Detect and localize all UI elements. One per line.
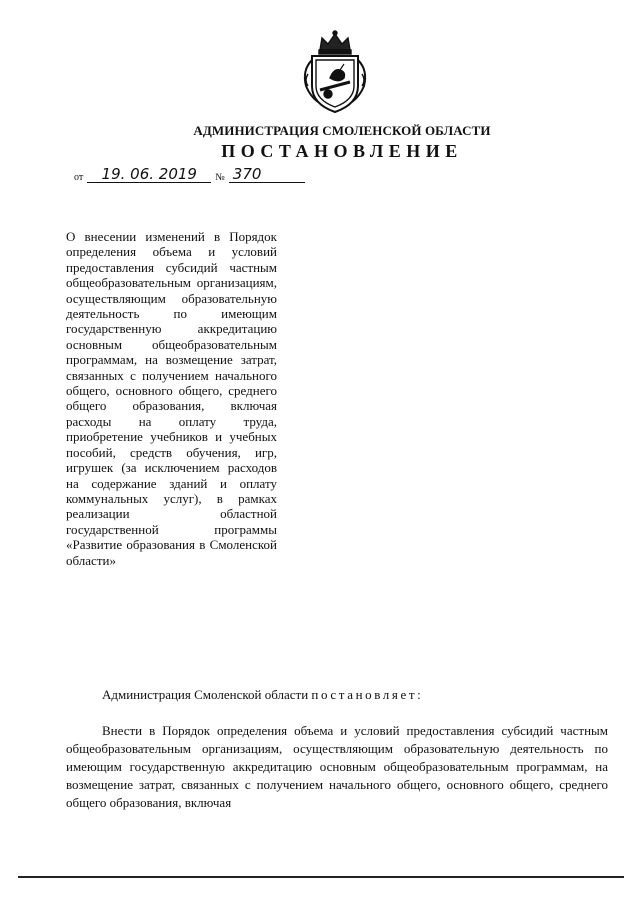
date-number-line: [74, 166, 309, 183]
coat-of-arms-icon: [300, 30, 370, 116]
document-date: 19. 06. 2019: [87, 166, 211, 183]
organization-name: АДМИНИСТРАЦИЯ СМОЛЕНСКОЙ ОБЛАСТИ: [193, 123, 491, 138]
document-type: ПОСТАНОВЛЕНИЕ: [221, 141, 463, 161]
body-paragraph: Внести в Порядок определения объема и условий предоставления субсидий частным общеобразовательным организациям, осуществляющим образовательную деятельность по имеющим государственную аккредитацию основным общеобразовательным программам, на возмещение затрат, связанных с получением начального общего, основного общего, среднего общего образования, включая: [66, 723, 608, 810]
decree-verb: постановляет:: [311, 687, 424, 702]
number-label: №: [215, 172, 225, 183]
decree-subject: Администрация Смоленской области: [102, 687, 309, 702]
date-label: от: [74, 172, 84, 183]
document-subject: О внесении изменений в Порядок определения объема и условий предоставления субсидий частным общеобразовательным организациям, осуществляющим образовательную деятельность по имеющим государственную аккредитацию основным общеобразовательным программам, на возмещение затрат, связанных с получением начального общего, основного общего, среднего общего образования, включая расходы на оплату труда, приобретение учебников и учебных пособий, средств обучения, игр, игрушек (за исключением расходов на содержание зданий и оплату коммунальных услуг), в рамках реализации областной государственной программы «Развитие образования в Смоленской области»: [66, 229, 277, 568]
document-number: 370: [229, 166, 305, 183]
page-bottom-rule: [18, 876, 624, 878]
decree-line: [102, 687, 423, 703]
